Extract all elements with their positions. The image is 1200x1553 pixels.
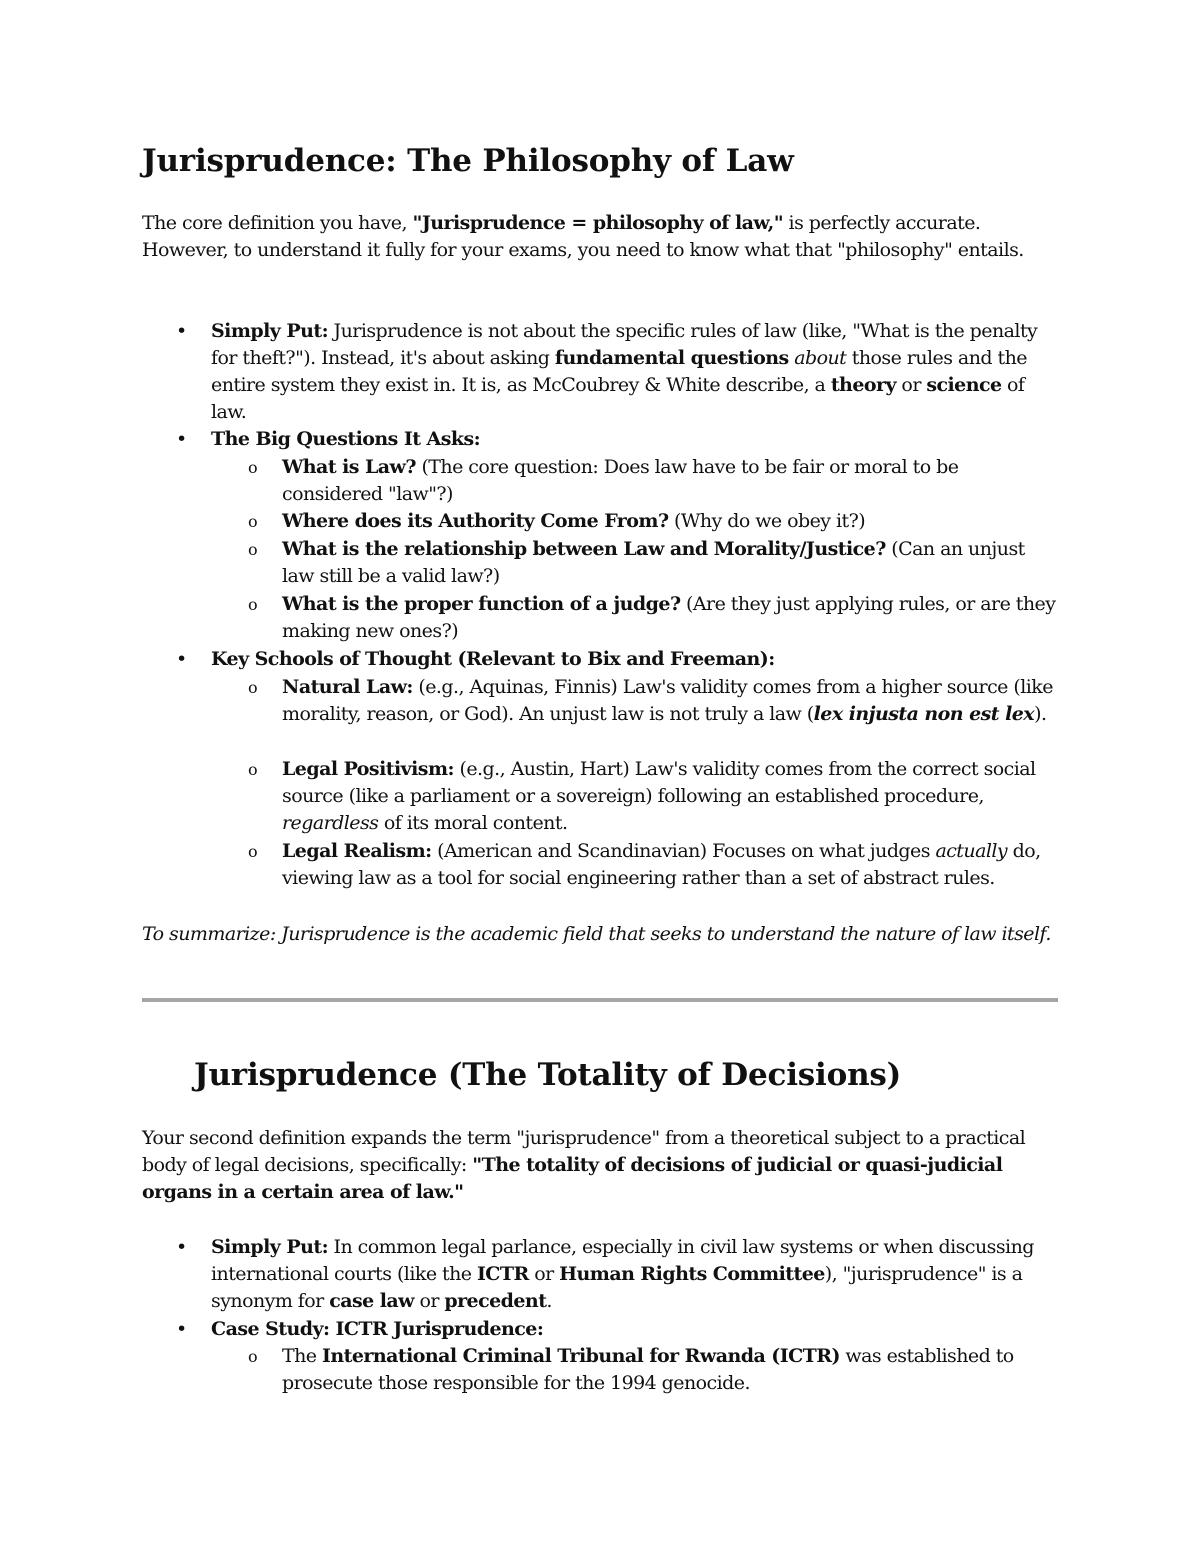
- section-1-intro: The core definition you have, "Jurisprudence = philosophy of law," is perfectly accurate. However, to understand it fully for your exams, you need to know what that "philosophy" entails.: [142, 212, 1024, 261]
- question-item: What is the proper function of a judge? (Are they just applying rules, or are they making new ones?): [282, 593, 1056, 642]
- bullet-marker: •: [176, 1318, 188, 1340]
- sub-bullet-marker: o: [248, 458, 258, 477]
- big-questions-heading: The Big Questions It Asks:: [211, 428, 481, 450]
- question-item: What is Law? (The core question: Does law have to be fair or moral to be considered "law"?): [282, 456, 959, 505]
- sub-bullet-marker: o: [248, 1347, 258, 1366]
- bullet-marker: •: [176, 648, 188, 670]
- schools-heading: Key Schools of Thought (Relevant to Bix and Freeman):: [211, 648, 775, 670]
- simply-put-item: Simply Put: Jurisprudence is not about the specific rules of law (like, "What is the penalty for theft?"). Instead, it's about asking fundamental questions about those rules and the entire system they exist in. It is, as McCoubrey & White describe, a theory or science of law.: [211, 320, 1038, 423]
- sub-bullet-marker: o: [248, 678, 258, 697]
- school-legal-realism: Legal Realism: (American and Scandinavian) Focuses on what judges actually do, viewing law as a tool for social engineering rather than a set of abstract rules.: [282, 840, 1041, 889]
- bullet-marker: •: [176, 428, 188, 450]
- section-2-title: Jurisprudence (The Totality of Decisions): [194, 1057, 902, 1093]
- school-legal-positivism: Legal Positivism: (e.g., Austin, Hart) Law's validity comes from the correct social source (like a parliament or a sovereign) following an established procedure, regardless of its moral content.: [282, 758, 1036, 834]
- school-natural-law: Natural Law: (e.g., Aquinas, Finnis) Law's validity comes from a higher source (like morality, reason, or God). An unjust law is not truly a law (lex injusta non est lex).: [282, 676, 1053, 725]
- sub-bullet-marker: o: [248, 760, 258, 779]
- sub-bullet-marker: o: [248, 512, 258, 531]
- section-2-intro: Your second definition expands the term "jurisprudence" from a theoretical subject to a practical body of legal decisions, specifically: "The totality of decisions of judicial or quasi-judicial organs in a certain area of law.": [142, 1127, 1026, 1203]
- question-item: Where does its Authority Come From? (Why do we obey it?): [282, 510, 866, 532]
- case-study-item: The International Criminal Tribunal for Rwanda (ICTR) was established to prosecute those responsible for the 1994 genocide.: [282, 1345, 1014, 1394]
- section-1-title: Jurisprudence: The Philosophy of Law: [142, 143, 794, 179]
- sub-bullet-marker: o: [248, 540, 258, 559]
- question-item: What is the relationship between Law and Morality/Justice? (Can an unjust law still be a valid law?): [282, 538, 1025, 587]
- bullet-marker: •: [176, 1236, 188, 1258]
- case-study-heading: Case Study: ICTR Jurisprudence:: [211, 1318, 544, 1340]
- sub-bullet-marker: o: [248, 595, 258, 614]
- section-1-summary: To summarize: Jurisprudence is the academic field that seeks to understand the nature of law itself.: [142, 923, 1051, 945]
- horizontal-rule: [142, 998, 1058, 1002]
- simply-put-item-2: Simply Put: In common legal parlance, especially in civil law systems or when discussing international courts (like the ICTR or Human Rights Committee), "jurisprudence" is a synonym for case law or precedent.: [211, 1236, 1034, 1312]
- bullet-marker: •: [176, 320, 188, 342]
- sub-bullet-marker: o: [248, 842, 258, 861]
